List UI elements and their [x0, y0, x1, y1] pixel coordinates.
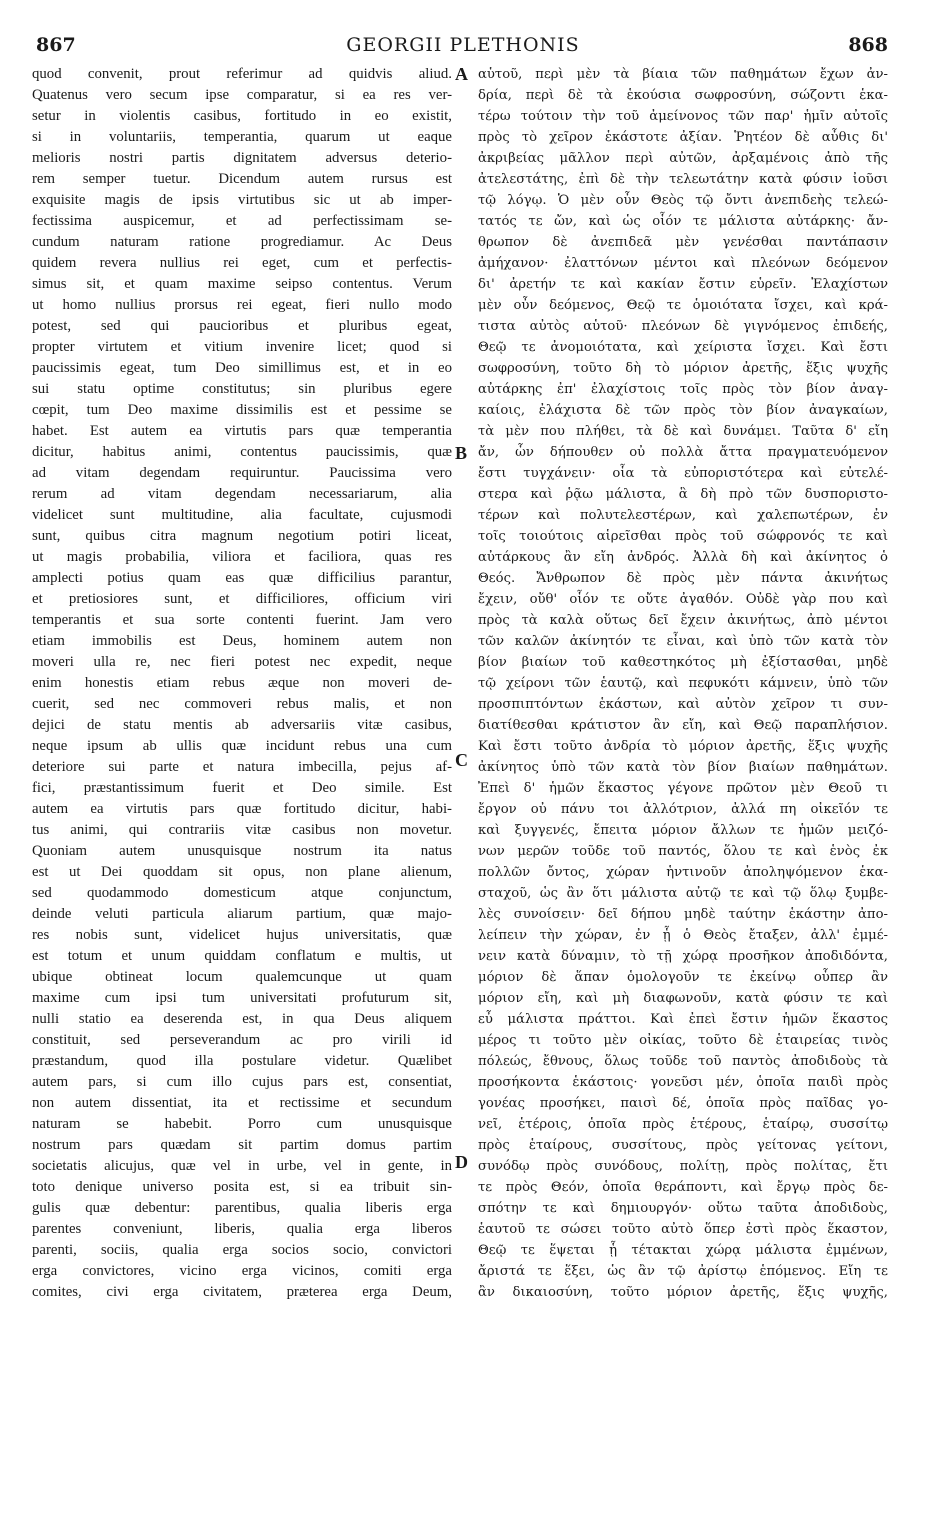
latin-text-line: ut magis probabilia, viliora et faciliora, quas res	[32, 549, 452, 565]
greek-text-line: συνόδῳ πρὸς συνόδους, πολίτῃ, πρὸς πολίτας, ἔτι	[478, 1159, 888, 1174]
latin-text-line: simus sit, et quam maxime seipso contentus. Verum	[32, 276, 452, 292]
greek-text-line: λὲς συνοίσειν· δεῖ δήπου μηδὲ ταύτην ἑκάστην ἀπο-	[478, 907, 888, 922]
latin-text-line: rem semper tuetur. Dicendum autem rursus est	[32, 171, 452, 187]
latin-text-line: nostrum pars quædam sit partim domus partim	[32, 1137, 452, 1153]
latin-text-line: comites, civi erga civitatem, præterea erga Deum,	[32, 1284, 452, 1300]
latin-text-line: nulli statio ea deserenda est, in qua Deus aliquem	[32, 1011, 452, 1027]
latin-text-line: sed quodammodo domesticum atque conjunctum,	[32, 885, 452, 901]
latin-text-column	[32, 64, 452, 1303]
greek-text-line: μόριον εἴη, καὶ μὴ διαφωνοῦν, κατὰ φύσιν τε καὶ	[478, 991, 888, 1006]
latin-text-line: cundum naturam ratione progrediamur. Ac Deus	[32, 234, 452, 250]
greek-text-line: τέρων καὶ πολυτελεστέρων, καὶ χαλεπωτέρων, ἐν	[478, 508, 888, 523]
greek-text-line: Καὶ ἔστι τοῦτο ἀνδρία τὸ μόριον ἀρετῆς, ἕξις ψυχῆς	[478, 739, 888, 754]
section-marker-d: D	[455, 1152, 468, 1172]
latin-text-line: deinde veluti particula aliarum partium, quæ majo-	[32, 906, 452, 922]
latin-text-line: ubique obtineat locum qualemcunque ut quam	[32, 969, 452, 985]
greek-text-line: τοῖς τοιούτοις αἱρεῖσθαι πρὸς τοῦ σώφρονός τε καὶ	[478, 529, 888, 544]
latin-text-line: est ut Dei quoddam sit opus, non plane alienum,	[32, 864, 452, 880]
latin-text-line: dejici de statu mentis ab adversariis vitæ casibus,	[32, 717, 452, 733]
greek-text-line: δι' ἀρετήν τε καὶ κακίαν ἔστιν εὑρεῖν. Ἐλαχίστων	[478, 277, 888, 292]
greek-text-line: πολλῶν ὄντος, χώραν ἡντινοῦν ἀποληψόμενον ἑκα-	[478, 865, 888, 880]
greek-text-line: τιστα αὐτὸς αὑτοῦ· πλεόνων δὲ γιγνόμενος ἐπιδεής,	[478, 319, 888, 334]
greek-text-line: βίον βιαίων τοῦ καθεστηκότος μὴ ἐξίστασθαι, μηδὲ	[478, 655, 888, 670]
latin-text-line: enim honestis etiam rebus æque non moveri de-	[32, 675, 452, 691]
greek-text-line: τῷ λόγῳ. Ὁ μὲν οὖν Θεὸς τῷ ὄντι ἀνεπιδεὴς τελεώ-	[478, 193, 888, 208]
greek-text-column	[478, 64, 888, 1303]
greek-text-line: ἀκριβείας μᾶλλον περὶ αὐτῶν, ἀρξαμένοις ἀπὸ τῆς	[478, 151, 888, 166]
greek-text-line: ἔστι τυγχάνειν· οἷα τὰ εὐποριστότερα καὶ εὐτελέ-	[478, 466, 888, 481]
greek-text-line: ἔχειν, οὔθ' οἷόν τε οὔτε ἀγαθόν. Οὐδὲ γὰρ που καὶ	[478, 592, 888, 607]
greek-text-line: αὐτάρκους ἂν εἴη ἀνδρός. Ἀλλὰ δὴ καὶ ἀκίνητος ὁ	[478, 550, 888, 565]
latin-text-line: sunt, quibus citra magnum negotium potiri liceat,	[32, 528, 452, 544]
latin-text-line: rerum ad vitam degendam necessariarum, alia	[32, 486, 452, 502]
latin-text-line: cœpit, tum Deo maxime dissimilis est et pessime se	[32, 402, 452, 418]
greek-text-line: τῷ χείρονι τῶν ἑαυτῷ, καὶ πεφυκότι κάμνειν, ὑπὸ τῶν	[478, 676, 888, 691]
greek-text-line: καίοις, ἐλάχιστα δὲ τῶν πρὸς τὸν βίον ἀναγκαίων,	[478, 403, 888, 418]
greek-text-line: ἀκίνητος ὑπὸ τῶν κατὰ τὸν βίον βιαίων παθημάτων.	[478, 760, 888, 775]
latin-text-line: non autem dissentiat, ita et rectissime et secundum	[32, 1095, 452, 1111]
latin-text-line: res nobis sunt, videlicet hujus universitatis, quæ	[32, 927, 452, 943]
greek-text-line: ἂν δικαιοσύνη, τοῦτο μόριον ἀρετῆς, ἕξις ψυχῆς,	[478, 1285, 888, 1300]
latin-text-line: temperantis et sua sorte contenti fuerint. Jam vero	[32, 612, 452, 628]
greek-text-line: ἄριστά τε ἕξει, ὡς ἂν τῷ ἀρίστῳ ἑπόμενος. Εἴη τε	[478, 1264, 888, 1279]
greek-text-line: νων μερῶν τοῦδε τοῦ παντός, ὅλου τε καὶ ἑνὸς ἐκ	[478, 844, 888, 859]
latin-text-line: parenti, sociis, qualia erga socios socio, convictori	[32, 1242, 452, 1258]
greek-text-line: αὐτάρκης ἐπ' ἐλαχίστοις τοῖς πρὸς τὸν βίον ἀναγ-	[478, 382, 888, 397]
greek-text-line: σταχοῦ, ὡς ἂν ὅτι μάλιστα αὐτῷ τε καὶ τῷ ὅλῳ ξυμβε-	[478, 886, 888, 901]
greek-text-line: γονέας προσήκει, παισὶ δέ, ὁποῖα πρὸς παῖδας γο-	[478, 1096, 888, 1111]
greek-text-line: δρία, περὶ δὲ τὰ ἑκούσια σωφροσύνη, σώζοντι ἑκα-	[478, 88, 888, 103]
greek-text-line: μόριον δὲ ἅπαν ὁμολογοῦν τε ἐκείνῳ οὗπερ ἂν	[478, 970, 888, 985]
greek-text-line: πρὸς τὸ χεῖρον ἑκάστοτε ἀξίαν. Ῥητέον δὲ αὖθις δι'	[478, 130, 888, 145]
greek-text-line: Θεῷ τε ἀνομοιότατα, καὶ χείριστα ἴσχει. Καὶ ἔστι	[478, 340, 888, 355]
latin-text-line: potest, sed qui paucioribus et pluribus egeat,	[32, 318, 452, 334]
section-marker-a: A	[455, 64, 468, 84]
latin-text-line: erga convictores, vicino erga vicinos, comiti erga	[32, 1263, 452, 1279]
greek-text-line: νεῖ, ἑτέροις, ὁποῖα πρὸς ἑτέρους, ἑταίρῳ, συσσίτῳ	[478, 1117, 888, 1132]
greek-text-line: αὑτοῦ, περὶ μὲν τὰ βίαια τῶν παθημάτων ἔχων ἀν-	[478, 67, 888, 82]
latin-text-line: præstandum, quod illa postulare videtur. Quælibet	[32, 1053, 452, 1069]
latin-text-line: neque ipsum ab ullis quæ incidunt rebus una cum	[32, 738, 452, 754]
section-marker-c: C	[455, 750, 468, 770]
latin-text-line: amplecti potius quam eas quæ difficilius parantur,	[32, 570, 452, 586]
greek-text-line: πρὸς τὰ καλὰ οὕτως δεῖ ἔχειν ἀκινήτως, ἀπὸ μέντοι	[478, 613, 888, 628]
greek-text-line: τῶν καλῶν ἀκίνητόν τε εἶναι, καὶ ὑπὸ τῶν κατὰ τὸν	[478, 634, 888, 649]
latin-text-line: ad vitam degendam requiruntur. Paucissima vero	[32, 465, 452, 481]
greek-text-line: πρὸς ἑταίρους, συσσίτους, πρὸς γείτονας γείτονι,	[478, 1138, 888, 1153]
greek-text-line: ἔργον οὐ πάνυ τοι ἀλλότριον, ἀλλά πη οἰκεῖόν τε	[478, 802, 888, 817]
latin-text-line: quidem revera nullius rei eget, cum et perfectis-	[32, 255, 452, 271]
greek-text-line: σπότην τε καὶ δημιουργόν· οὕτω ταῦτα ἀποδιδοὺς,	[478, 1201, 888, 1216]
greek-text-line: σωφροσύνη, τοῦτο δὴ τὸ μόριον ἀρετῆς, ἕξις ψυχῆς	[478, 361, 888, 376]
greek-text-line: Ἐπεὶ δ' ἡμῶν ἕκαστος γέγονε πρῶτον μὲν Θεοῦ τι	[478, 781, 888, 796]
greek-text-line: τὰ μὲν που πλήθει, τὰ δὲ καὶ δυνάμει. Ταῦτα δ' εἴη	[478, 424, 888, 439]
greek-text-line: Θεῷ τε ἕψεται ᾗ τέτακται χώρᾳ μάλιστα ἐμμένων,	[478, 1243, 888, 1258]
latin-text-line: et pretiosiores sunt, et difficiliores, officium viri	[32, 591, 452, 607]
latin-text-line: constituit, sed perseverandum ac pro virili id	[32, 1032, 452, 1048]
greek-text-line: εὖ μάλιστα πράττοι. Καὶ ἐπεὶ ἔστιν ἡμῶν ἕκαστος	[478, 1012, 888, 1027]
greek-text-line: διατίθεσθαι κράτιστον ἂν εἴη, καὶ Θεῷ παραπλήσιον.	[478, 718, 888, 733]
latin-text-line: setur in violentis casibus, fortitudo in eo existit,	[32, 108, 452, 124]
latin-text-line: deteriore sui parte et natura imbecilla, pejus af-	[32, 759, 452, 775]
latin-text-line: habet. Est autem ea virtutis pars quæ temperantia	[32, 423, 452, 439]
latin-text-line: tus animi, qui contrariis vitæ casibus non movetur.	[32, 822, 452, 838]
latin-text-line: naturam se habebit. Porro cum unusquisque	[32, 1116, 452, 1132]
greek-text-line: ἑαυτοῦ τε σώσει τοῦτο αὐτὸ ὅπερ ἐστὶ πρὸς ἕκαστον,	[478, 1222, 888, 1237]
latin-text-line: quod convenit, prout referimur ad quidvis aliud.	[32, 66, 452, 82]
latin-text-line: autem pars, si cum illo cujus pars est, consentiat,	[32, 1074, 452, 1090]
latin-text-line: gulis quæ debentur: parentibus, qualia liberis erga	[32, 1200, 452, 1216]
latin-text-line: dicitur, habitus animi, contentus paucissimis, quæ	[32, 444, 452, 460]
greek-text-line: θρωπον δὲ ἀνεπιδεᾶ μὲν γενέσθαι παντάπασιν	[478, 235, 888, 250]
latin-text-line: est totum et unum quiddam conflatum e multis, ut	[32, 948, 452, 964]
greek-text-line: ἄν, ὧν δήπουθεν οὐ πολλὰ ἄττα πραγματευόμενον	[478, 445, 888, 460]
greek-text-line: Θεός. Ἄνθρωπον δὲ πρὸς μὲν πάντα ἀκινήτως	[478, 571, 888, 586]
latin-text-line: societatis alicujus, quæ vel in urbe, vel in gente, in	[32, 1158, 452, 1174]
latin-text-line: etiam immobilis est Deus, hominem autem non	[32, 633, 452, 649]
greek-text-line: στερα καὶ ῥᾷω μάλιστα, ἃ δὴ πρὸ τῶν δυσποριστο-	[478, 487, 888, 502]
latin-text-line: cuerit, sed nec commoveri rebus malis, et non	[32, 696, 452, 712]
running-title: GEORGII PLETHONIS	[346, 34, 580, 56]
latin-text-line: Quoniam autem unusquisque nostrum ita natus	[32, 843, 452, 859]
greek-text-line: ἀμήχανον· ἐλαττόνων μέντοι καὶ πλεόνων δεόμενον	[478, 256, 888, 271]
latin-text-line: paucissimis egeat, tum Deo simillimus est, et in eo	[32, 360, 452, 376]
greek-text-line: καὶ ξυγγενές, ἔπειτα μόριον ἄλλων τε ἡμῶν μειζό-	[478, 823, 888, 838]
latin-text-line: autem ea virtutis pars quæ fortitudo dicitur, habi-	[32, 801, 452, 817]
latin-text-line: melioris nostri partis dignitatem adversus deterio-	[32, 150, 452, 166]
greek-text-line: μέρος τι τοῦτο μὲν οἰκίας, τοῦτο δὲ ἑταιρείας τινὸς	[478, 1033, 888, 1048]
greek-text-line: μὲν οὖν δεόμενος, Θεῷ τε ὁμοιότατα ἴσχει, καὶ κρά-	[478, 298, 888, 313]
latin-text-line: sui statu optime constitutus; sin pluribus egere	[32, 381, 452, 397]
latin-text-line: maxime cum ipsi tum universitati profuturum sit,	[32, 990, 452, 1006]
page-header	[0, 0, 926, 60]
latin-text-line: si in voluntariis, temperantia, quarum ut eaque	[32, 129, 452, 145]
greek-text-line: τε πρὸς Θεόν, ὁποῖα θεράποντι, καὶ ἔργῳ πρὸς δε-	[478, 1180, 888, 1195]
latin-text-line: toto denique universo posita est, si ea tribuit sin-	[32, 1179, 452, 1195]
right-page-number: 868	[848, 34, 888, 56]
greek-text-line: προσήκοντα ἑκάστοις· γονεῦσι μέν, ὁποῖα παιδὶ πρὸς	[478, 1075, 888, 1090]
greek-text-line: τατός τε ὤν, καὶ ὡς οἷόν τε μάλιστα αὐτάρκης· ἄν-	[478, 214, 888, 229]
greek-text-line: προσπιπτόντων ἑκάστων, καὶ αὐτὸν χεῖρον τι συν-	[478, 697, 888, 712]
latin-text-line: ut homo nullius prorsus rei egeat, fieri nullo modo	[32, 297, 452, 313]
latin-text-line: Quatenus vero secum ipse comparatur, si ea res ver-	[32, 87, 452, 103]
latin-text-line: fectissima auspicemur, et ad perfectissimam se-	[32, 213, 452, 229]
left-page-number: 867	[36, 34, 76, 56]
section-marker-b: B	[455, 443, 468, 463]
greek-text-line: λείπειν τὴν χώραν, ἐν ᾗ ὁ Θεὸς ἔταξεν, ἀλλ' ἐμμέ-	[478, 928, 888, 943]
latin-text-line: parentes conveniunt, liberis, qualia erga liberos	[32, 1221, 452, 1237]
latin-text-line: exquisite magis de ipsis virtutibus sic ut ab imper-	[32, 192, 452, 208]
greek-text-line: πόλεώς, ἔθνους, ὅλως τοῦδε τοῦ παντὸς ἀποδιδοὺς τὰ	[478, 1054, 888, 1069]
latin-text-line: moveri ulla re, nec fieri potest nec expedit, neque	[32, 654, 452, 670]
greek-text-line: τέρω τούτοιν τὴν τοῦ ἀμείνονος τῶν παρ' ἡμῖν αὐτοῖς	[478, 109, 888, 124]
greek-text-line: νειν κατὰ δύναμιν, τὸ τῇ χώρᾳ προσῆκον ἀποδιδόντα,	[478, 949, 888, 964]
latin-text-line: propter virtutem et vitium invenire licet; quod si	[32, 339, 452, 355]
latin-text-line: videlicet sunt multitudine, alia facultate, cujusmodi	[32, 507, 452, 523]
latin-text-line: fici, præstantissimum fuerit et Deo simile. Est	[32, 780, 452, 796]
greek-text-line: ἀτελεστάτης, ἐπὶ δὲ τὴν τελεωτάτην κατὰ φύσιν ἰοῦσι	[478, 172, 888, 187]
